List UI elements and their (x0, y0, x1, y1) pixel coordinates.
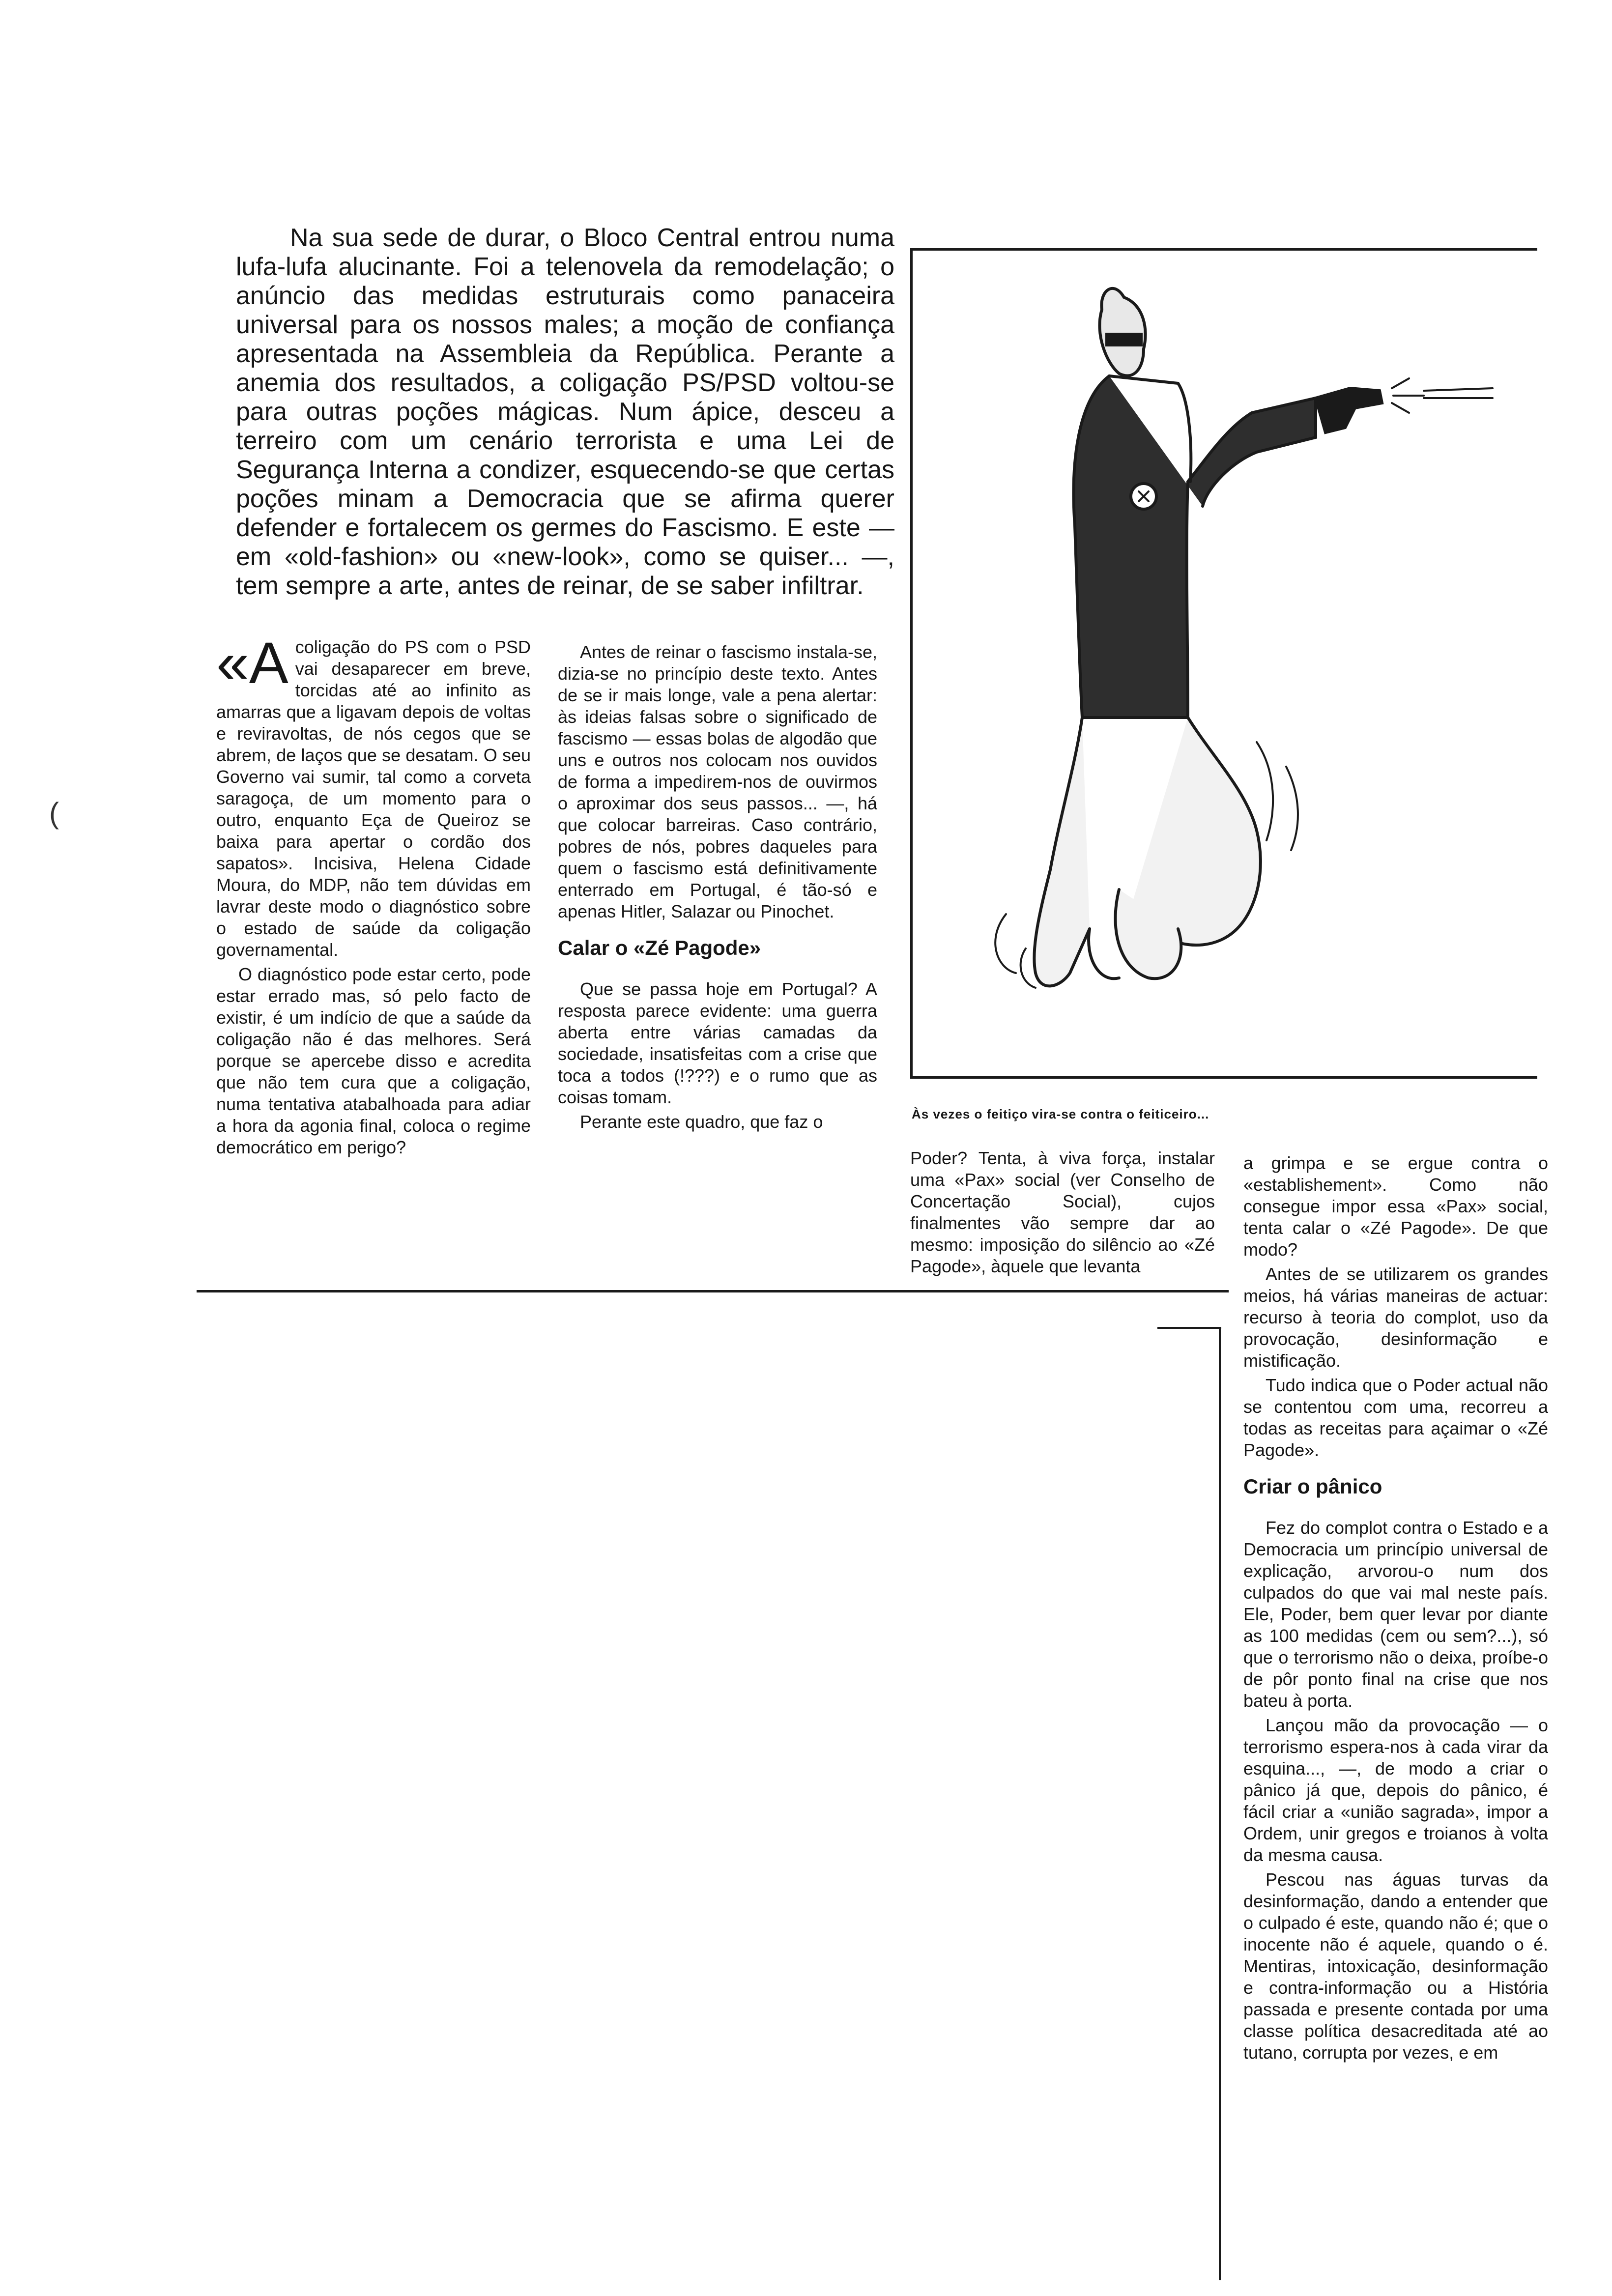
col2-heading: Calar o «Zé Pagode» (558, 936, 761, 959)
column-2 (558, 641, 877, 1136)
margin-mark: ( (49, 797, 59, 830)
col1-p1-text: coligação do PS com o PSD vai desaparecer em breve, torcidas até ao infinito as amarras que a ligavam depois de voltas e reviravoltas, de nós cegos que se abrem, de laços que se desatam. O seu Governo vai sumir, tal como a corveta saragoça, de um momento para o outro, enquanto Eça de Queiroz se baixa para apertar o cordão dos sapatos». Incisiva, Helena Cidade Moura, do MDP, não tem dúvidas em lavrar deste modo o diagnóstico sobre o estado de saúde da coligação governamental. (216, 637, 531, 960)
column-rule-vertical (1219, 1327, 1221, 2280)
column-rule-short (1157, 1327, 1221, 1329)
section-rule (197, 1290, 1229, 1292)
cartoon-caption: Às vezes o feitiço vira-se contra o feiticeiro... (912, 1107, 1209, 1121)
col2-paragraph-2: Que se passa hoje em Portugal? A resposta parece evidente: uma guerra aberta entre várias camadas da sociedade, insatisfeitas com a crise que toca a todos (!???) e o rumo que as coisas tomam. (558, 979, 877, 1107)
col4-paragraph-5: Lançou mão da provocação — o terrorismo espera-nos à cada virar da esquina..., —, de modo a criar o pânico já que, depois do pânico, é fácil criar a «união sagrada», impor a Ordem, unir gregos e troianos à volta da mesma causa. (1243, 1715, 1548, 1865)
col4-paragraph-4: Fez do complot contra o Estado e a Democracia um princípio universal de explicação, arvorou-o num dos culpados do que vai mal neste país. Ele, Poder, bem quer levar por diante as 100 medidas (cem ou sem?...), só que o terrorismo não o deixa, proíbe-o de pôr ponto final na crise que nos bateu à porta. (1243, 1518, 1548, 1711)
col3-paragraph-1: Poder? Tenta, à viva força, instalar uma «Pax» social (ver Conselho de Concertação Social), cujos finalmentes vão sempre dar ao mesmo: imposição do silêncio ao «Zé Pagode», àquele que levanta (910, 1148, 1215, 1276)
cartoon-frame (910, 248, 1537, 1079)
col1-paragraph-2: O diagnóstico pode estar certo, pode estar errado mas, só pelo facto de existir, é um indício de que a saúde da coligação não é das melhores. Será porque se apercebe disso e acredita que não tem cura que a coligação, numa tentativa atabalhoada para adiar a hora da agonia final, coloca o regime democrático em perigo? (216, 964, 531, 1157)
col1-paragraph-1 (216, 630, 531, 961)
col4-paragraph-3: Tudo indica que o Poder actual não se contentou com uma, recorreu a todas as receitas para açaimar o «Zé Pagode». (1243, 1375, 1548, 1460)
lead-paragraph (236, 224, 894, 601)
col4-heading: Criar o pânico (1243, 1475, 1382, 1498)
lead-text: Na sua sede de durar, o Bloco Central entrou numa lufa-lufa alucinante. Foi a telenovela da remodelação; o anúncio das medidas estruturais como panaceira universal para os nossos males; a moção de confiança apresentada na Assembleia da República. Perante a anemia dos resultados, a coligação PS/PSD voltou-se para outras poções mágicas. Num ápice, desceu a terreiro com um cenário terrorista e uma Lei de Segurança Interna a condizer, esquecendo-se que certas poções minam a Democracia que se afirma querer defender e fortalecem os germes do Fascismo. E este — em «old-fashion» ou «new-look», como se quiser... —, tem sempre a arte, antes de reinar, de se saber infiltrar. (236, 224, 894, 600)
col4-paragraph-2: Antes de se utilizarem os grandes meios, há várias maneiras de actuar: recurso à teoria do complot, uso da provocação, desinformação e mistificação. (1243, 1264, 1548, 1371)
column-4 (1243, 1152, 1548, 2066)
col2-paragraph-3: Perante este quadro, que faz o (580, 1112, 823, 1132)
column-3 (910, 1148, 1215, 1280)
cartoon-illustration (913, 251, 1537, 1076)
open-quote-dropcap: «A (216, 630, 288, 696)
col4-paragraph-6: Pescou nas águas turvas da desinformação, dando a entender que o culpado é este, quando não é; que o inocente não é aquele, quando o é. Mentiras, intoxicação, desinformação e contra-informação ou a História passada e presente contada por uma classe política desacreditada até ao tutano, corrupta por vezes, e em (1243, 1869, 1548, 2063)
column-1 (216, 630, 531, 1161)
col4-paragraph-1: a grimpa e se ergue contra o «establishement». Como não consegue impor essa «Pax» social, tenta calar o «Zé Pagode». De que modo? (1243, 1153, 1548, 1260)
col2-paragraph-1: Antes de reinar o fascismo instala-se, dizia-se no princípio deste texto. Antes de se ir mais longe, vale a pena alertar: às ideias falsas sobre o significado de fascismo — essas bolas de algodão que uns e outros nos colocam nos ouvidos de forma a impedirem-nos de ouvirmos o aproximar dos seus passos... —, há que colocar barreiras. Caso contrário, pobres de nós, pobres daqueles para quem o fascismo está definitivamente enterrado em Portugal, é tão-só e apenas Hitler, Salazar ou Pinochet. (558, 642, 877, 921)
